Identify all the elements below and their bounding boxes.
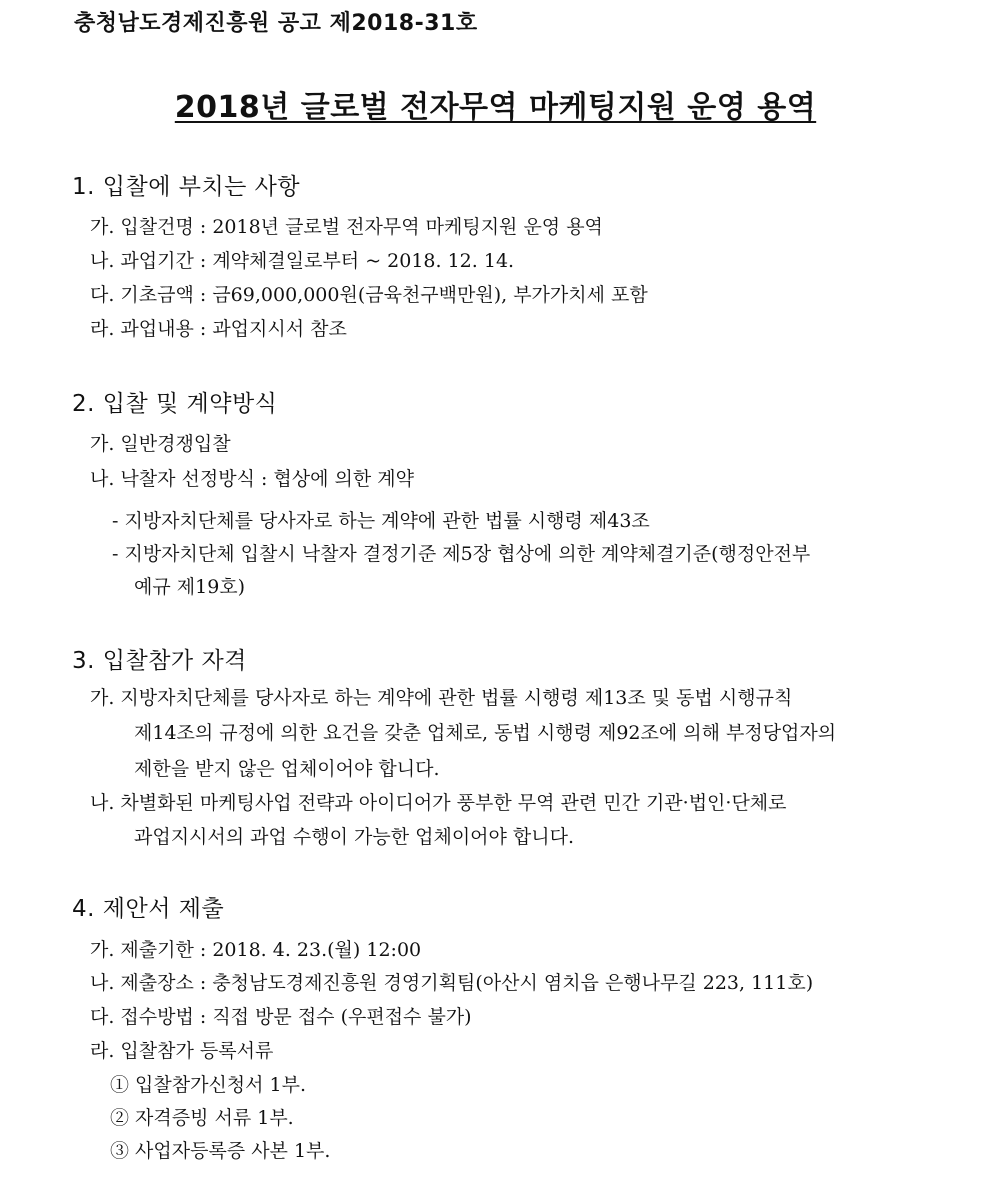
section-4-line: 나. 제출장소 : 충청남도경제진흥원 경영기획팀(아산시 염치읍 은행나무길 223, 111호)	[90, 972, 814, 994]
section-2-line: 나. 낙찰자 선정방식 : 협상에 의한 계약	[90, 468, 414, 490]
section-3-line: 제한을 받지 않은 업체이어야 합니다.	[134, 758, 440, 780]
section-3-line: 나. 차별화된 마케팅사업 전략과 아이디어가 풍부한 무역 관련 민간 기관·법인·단체로	[90, 792, 787, 814]
section-2-heading: 2. 입찰 및 계약방식	[72, 391, 278, 417]
section-4-heading: 4. 제안서 제출	[72, 896, 225, 922]
section-4-line: 가. 제출기한 : 2018. 4. 23.(월) 12:00	[90, 939, 422, 961]
section-4-list-item: ③ 사업자등록증 사본 1부.	[110, 1140, 331, 1162]
section-2-line: - 지방자치단체를 당사자로 하는 계약에 관한 법률 시행령 제43조	[112, 510, 650, 532]
document-title	[0, 82, 991, 126]
section-3-line: 과업지시서의 과업 수행이 가능한 업체이어야 합니다.	[134, 826, 575, 848]
section-4-line: 라. 입찰참가 등록서류	[90, 1040, 274, 1062]
section-1-line: 다. 기초금액 : 금69,000,000원(금육천구백만원), 부가가치세 포함	[90, 284, 648, 306]
section-3-line: 제14조의 규정에 의한 요건을 갖춘 업체로, 동법 시행령 제92조에 의해 부정당업자의	[134, 722, 837, 744]
section-3-line: 가. 지방자치단체를 당사자로 하는 계약에 관한 법률 시행령 제13조 및 동법 시행규칙	[90, 687, 793, 709]
section-1-heading: 1. 입찰에 부치는 사항	[72, 174, 301, 200]
section-3-heading: 3. 입찰참가 자격	[72, 648, 247, 674]
section-1-line: 라. 과업내용 : 과업지시서 참조	[90, 318, 347, 340]
section-2-line: 가. 일반경쟁입찰	[90, 433, 231, 455]
section-2-line: 예규 제19호)	[134, 576, 246, 598]
section-1-line: 나. 과업기간 : 계약체결일로부터 ~ 2018. 12. 14.	[90, 250, 515, 272]
section-1-line: 가. 입찰건명 : 2018년 글로벌 전자무역 마케팅지원 운영 용역	[90, 216, 603, 238]
document-title-text: 2018년 글로벌 전자무역 마케팅지원 운영 용역	[174, 90, 817, 125]
section-4-list-item: ② 자격증빙 서류 1부.	[110, 1107, 294, 1129]
notice-number: 충청남도경제진흥원 공고 제2018-31호	[74, 11, 478, 36]
section-2-line: - 지방자치단체 입찰시 낙찰자 결정기준 제5장 협상에 의한 계약체결기준(행정안전부	[112, 543, 811, 565]
section-4-line: 다. 접수방법 : 직접 방문 접수 (우편접수 불가)	[90, 1006, 472, 1028]
section-4-list-item: ① 입찰참가신청서 1부.	[110, 1074, 307, 1096]
